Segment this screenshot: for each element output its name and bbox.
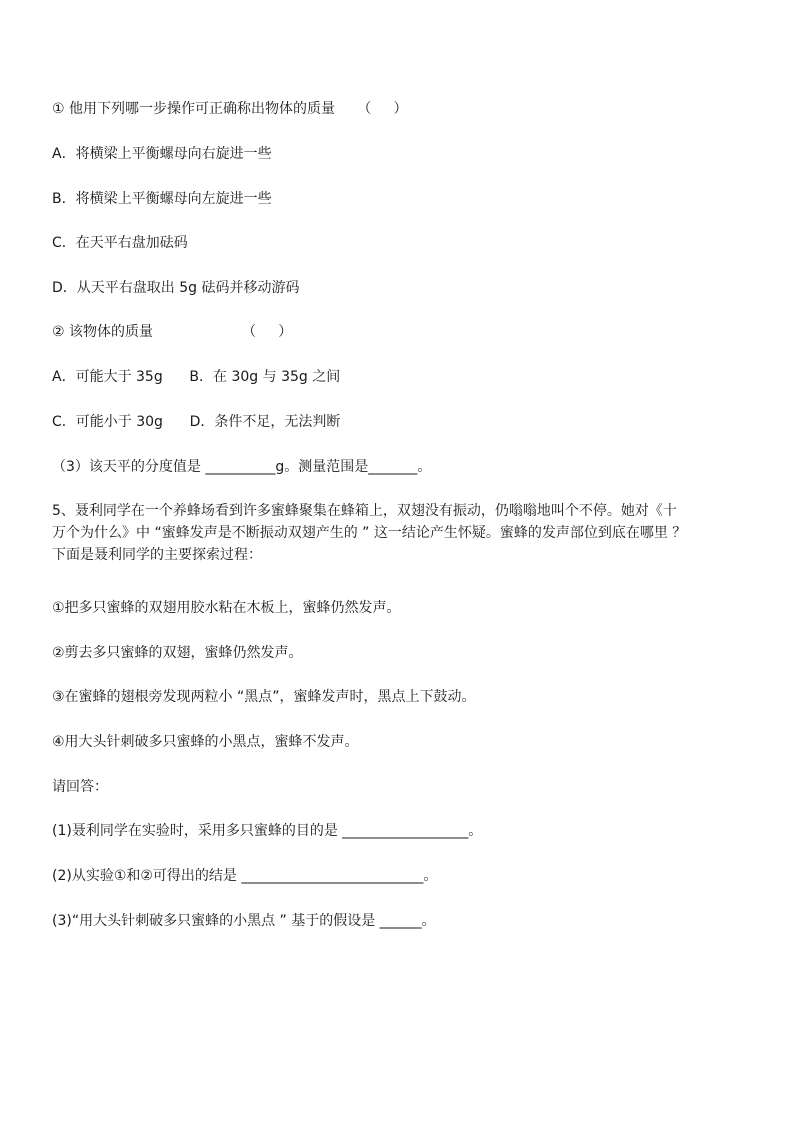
question-unit: ① 他用下列哪一步操作可正确称出物体的质量 （ ） bbox=[52, 101, 408, 117]
answer-3: (3)“用大头针刺破多只蜜蜂的小黑点 ” 基于的假设是 ______。 bbox=[52, 913, 436, 929]
option-b-1: B．将横梁上平衡螺母向左旋进一些 bbox=[52, 191, 272, 207]
option-cd-2: C．可能小于 30g D．条件不足，无法判断 bbox=[52, 414, 341, 430]
question-3: （3）该天平的分度值是 __________g。测量范围是_______。 bbox=[52, 459, 432, 475]
question-5-line-3: 下面是聂利同学的主要探索过程： bbox=[52, 547, 262, 563]
step-1: ①把多只蜜蜂的双翅用胶水粘在木板上，蜜蜂仍然发声。 bbox=[52, 600, 401, 616]
answer-1: (1)聂利同学在实验时，采用多只蜜蜂的目的是 __________________。 bbox=[52, 823, 483, 839]
question-mass: ② 该物体的质量 （ ） bbox=[52, 324, 293, 340]
answer-2: (2)从实验①和②可得出的结是 __________________________。 bbox=[52, 868, 438, 884]
step-2: ②剪去多只蜜蜂的双翅，蜜蜂仍然发声。 bbox=[52, 645, 303, 661]
step-3: ③在蜜蜂的翅根旁发现两粒小 “黑点”，蜜蜂发声时，黑点上下鼓动。 bbox=[52, 689, 476, 705]
answer-prompt: 请回答： bbox=[52, 779, 108, 795]
question-5-line-1: 5、聂利同学在一个养蜂场看到许多蜜蜂聚集在蜂箱上，双翅没有振动，仍嗡嗡地叫个不停。她对《十 bbox=[52, 503, 677, 519]
option-ab-2: A．可能大于 35g B．在 30g 与 35g 之间 bbox=[52, 369, 341, 385]
option-c-1: C．在天平右盘加砝码 bbox=[52, 235, 188, 251]
question-5-line-2: 万个为什么》中 “蜜蜂发声是不断振动双翅产生的 ” 这一结论产生怀疑。蜜蜂的发声部位到底在哪里 ？ bbox=[52, 525, 687, 541]
question-5-stem bbox=[52, 500, 742, 566]
option-a-1: A．将横梁上平衡螺母向右旋进一些 bbox=[52, 146, 272, 162]
option-d-1: D．从天平右盘取出 5g 砝码并移动游码 bbox=[52, 280, 300, 296]
step-4: ④用大头针刺破多只蜜蜂的小黑点，蜜蜂不发声。 bbox=[52, 734, 359, 750]
